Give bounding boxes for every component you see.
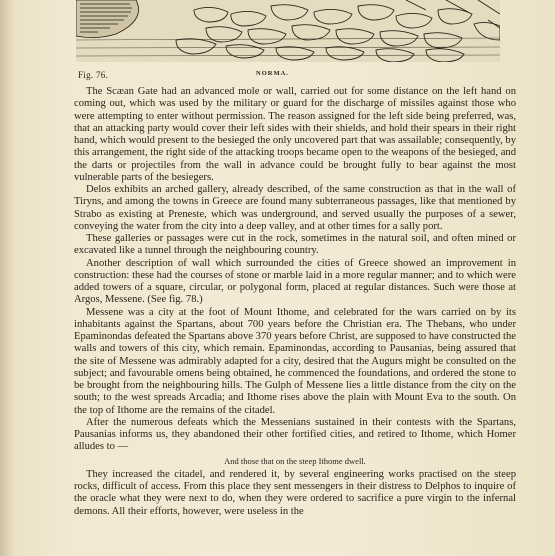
paragraph: Another description of wall which surrounded the cities of Greece showed an improvement in construction: these had the courses of stone or marble laid in a more regular manner; and to which were added towers of a square, circular, or polygonal form, placed at regular distances. Such were those at Argos, Messene. (See fig. 78.)	[74, 257, 516, 306]
paragraph: The Scæan Gate had an advanced mole or wall, carried out for some distance on the left hand on coming out, which was used by the military or guard for the discharge of missiles against those who were attempting to enter without permission. The reason assigned for the left side being preferred, was, that an attacking party would cover their left sides with their shields, and hold their spears in their right hand, which would present to the besieged the only uncovered part that was assailable; consequently, by this arrangement, the right side of the attacking troops became open to the weapons of the besieged, and the darts or projectiles from the wall in advance could be brought fully to bear against the most vulnerable parts of the besiegers.	[74, 86, 516, 183]
figure-number: Fig. 76.	[78, 70, 109, 80]
paragraph: After the numerous defeats which the Messenians sustained in their contests with the Spartans, Pausanias informs us, they abandoned their other fortified cities, and retired to Ithome, which Homer alludes to —	[74, 416, 516, 453]
figure-caption: NORMA.	[256, 70, 289, 77]
paragraph: Delos exhibits an arched gallery, already described, of the same construction as that in the wall of Tiryns, and among the towns in Greece are found many subterraneous passages, like that mentioned by Strabo as existing at Preneste, which was underground, and served usually the purposes of a sewer, conveying the water from the city into a deep valley, and at other times for a sally port.	[74, 184, 516, 232]
verse-quote: And those that on the steep Ithome dwell.	[224, 455, 366, 466]
paragraph: Messene was a city at the foot of Mount Ithome, and celebrated for the wars carried on by its inhabitants against the Spartans, about 700 years before the Christian era. The Thebans, who under Epaminondas defeated the Spartans above 370 years before Christ, are supposed to have constructed the walls and towers of this city, which remain. Epaminondas, according to Pausanias, being assured that the site of Messene was admirably adapted for a city, desired that the Augurs might be consulted on the subject; and favourable omens being obtained, he commenced the foundations, and ordered the stone to be brought from the neighbouring hills. The Gulph of Messene lies a little distance from the city on the south; to the west spreads Arcadia; and Ithome rises above the plain with Mount Eva to the south. On the top of Ithome are the remains of the citadel.	[74, 306, 516, 416]
engraving-illustration	[76, 0, 500, 62]
page-edge-shadow	[0, 0, 14, 556]
paragraph: These galleries or passages were cut in the rock, sometimes in the natural soil, and often mined or excavated like a tunnel through the neighbouring country.	[74, 233, 516, 257]
body-text	[74, 86, 516, 518]
paragraph: They increased the citadel, and rendered it, by several engineering works practised on the steep rocks, difficult of access. From this place they sent messengers in their distress to Delphos to inquire of the oracle what they were next to do, when they were ordered to sacrifice a pure virgin to the infernal demons. All their efforts, however, were useless in the	[74, 468, 516, 517]
